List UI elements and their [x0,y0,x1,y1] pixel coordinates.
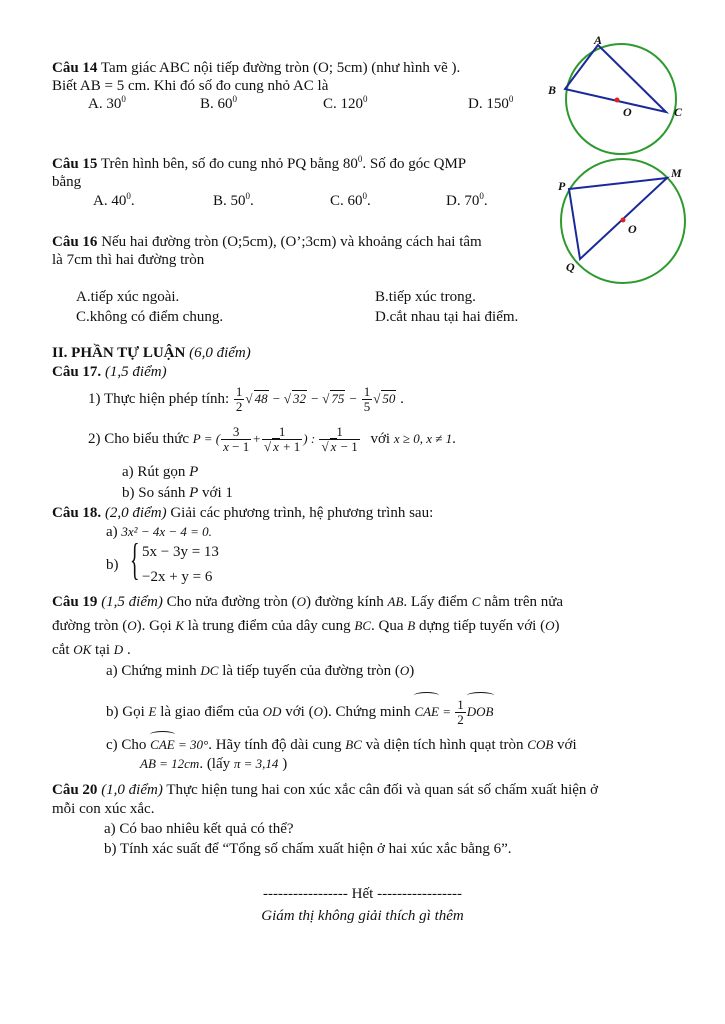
q16-option-b: B.tiếp xúc trong. [375,289,476,305]
q17-a: a) Rút gọn P [122,464,199,480]
part2-title: II. PHẦN TỰ LUẬN [52,345,186,361]
q14-label: Câu 14 [52,60,98,76]
q16-text2: là 7cm thì hai đường tròn [52,252,205,268]
q15-label: Câu 15 [52,156,98,172]
q19-c-line2: AB = 12cm. (lấy π = 3,14 ) [140,756,288,772]
q17-label: Câu 17. [52,364,102,380]
figure-triangle-abc [545,32,695,157]
q17-points: (1,5 điểm) [104,364,167,380]
footer-end: ----------------- Hết ----------------- [263,886,462,902]
q14-option-c: C. $120^0$ [323,94,368,112]
figure1-label-c: C [674,105,683,119]
q14-line1 [52,59,460,77]
q18-heading [52,504,433,522]
footer-note: Giám thị không giải thích gì thêm [261,908,464,924]
q17-part2: 2) Cho biểu thức P = ( $\frac{3}{x - 1}$ + $\frac{1}{√ x + 1}$ ) : $\frac{1}{√ x - 1}$ với x ≥ 0, x ≠ 1. [88,424,456,455]
figure2-label-q: Q [566,260,575,274]
q20-a: a) Có bao nhiêu kết quả có thể? [104,821,294,837]
q14-text: Tam giác ABC nội tiếp đường tròn (O; 5cm) (như hình vẽ ). [100,60,461,76]
figure1-label-b: B [548,83,557,97]
q18-system-eq2: −2x + y = 6 [142,569,213,585]
q18-system-brace: { [130,535,140,584]
q19-line2: đường tròn (O). Gọi K là trung điểm của dây cung BC. Qua B dựng tiếp tuyến với (O) [52,618,560,634]
q19-b: b) Gọi E là giao điểm của OD với (O). Chứng minh CAE = $\frac{1}{2}$ DOB [106,694,494,727]
q20-text: Thực hiện tung hai con xúc xắc cân đối và quan sát số chấm xuất hiện ở [166,782,599,798]
figure2-label-o: O [628,222,637,236]
q20-line1 [52,781,598,799]
q16-label: Câu 16 [52,234,98,250]
part2-heading [52,344,251,362]
q18-a: a) 3x² − 4x − 4 = 0. [106,524,212,540]
q15-option-b: B. $50^0$. [213,191,254,209]
q15-option-c: C. $60^0$. [330,191,371,209]
q20-points: (1,0 điểm) [101,782,163,798]
figure2-label-m: M [671,166,682,180]
q18-label: Câu 18. [52,505,102,521]
q20-text2: mỗi con xúc xắc. [52,801,155,817]
q16-option-d: D.cắt nhau tại hai điểm. [375,309,519,325]
q19-label: Câu 19 [52,594,98,610]
q16-text: Nếu hai đường tròn (O;5cm), (O’;3cm) và khoảng cách hai tâm [101,234,482,250]
q15-text2: bằng [52,174,82,190]
q19-points: (1,5 điểm) [101,594,163,610]
q15-option-a: A. $40^0$. [93,191,135,209]
figure1-label-a: A [594,33,603,47]
q19-c: c) Cho CAE = 30°. Hãy tính độ dài cung BC và diện tích hình quạt tròn COB với [106,733,577,754]
q14-option-b: B. $60^0$ [200,94,238,112]
figure1-label-o: O [623,105,632,119]
q19-line1: Câu 19 (1,5 điểm) Cho nửa đường tròn (O) đường kính AB. Lấy điểm C nằm trên nửa [52,594,564,610]
q19-line3: cắt OK tại D . [52,642,131,658]
q20-b: b) Tính xác suất để “Tổng số chấm xuất hiện ở hai xúc xắc bằng 6”. [104,841,512,857]
figure-circle-pqm [553,155,698,285]
q15-option-d: D. $70^0$. [446,191,488,209]
q16-option-a: A.tiếp xúc ngoài. [76,289,180,305]
q18-text: Giải các phương trình, hệ phương trình sau: [170,505,434,521]
q19-a: a) Chứng minh DC là tiếp tuyến của đường tròn (O) [106,663,415,679]
q17-b: b) So sánh P với 1 [122,485,233,501]
q20-label: Câu 20 [52,782,98,798]
part2-points: (6,0 điểm) [189,345,251,361]
q14-option-a: A. $30^0$ [88,94,126,112]
q16-option-c: C.không có điểm chung. [76,309,224,325]
figure2-label-p: P [558,179,566,193]
q18-b-label: b) [106,557,119,573]
q14-option-d: D. $150^0$ [468,94,514,112]
q18-points: (2,0 điểm) [104,505,167,521]
q16-line1 [52,233,482,251]
q18-system-eq1: 5x − 3y = 13 [142,544,219,560]
q17-part1: 1) Thực hiện phép tính: $\frac{1}{2}$ √ 48 − √ 32 − √ 75 − $\frac{1}{5}$ √ 50 . [88,384,404,415]
q17-heading [52,363,167,381]
q15-line1: Câu 15 Trên hình bên, số đo cung nhỏ PQ bằng $80^0$. Số đo góc QMP [52,154,467,172]
q15-text: Trên hình bên, số đo cung nhỏ PQ bằng 80 [100,156,358,172]
q14-text2: Biết AB = 5 cm. Khi đó số đo cung nhỏ AC là [52,78,329,94]
